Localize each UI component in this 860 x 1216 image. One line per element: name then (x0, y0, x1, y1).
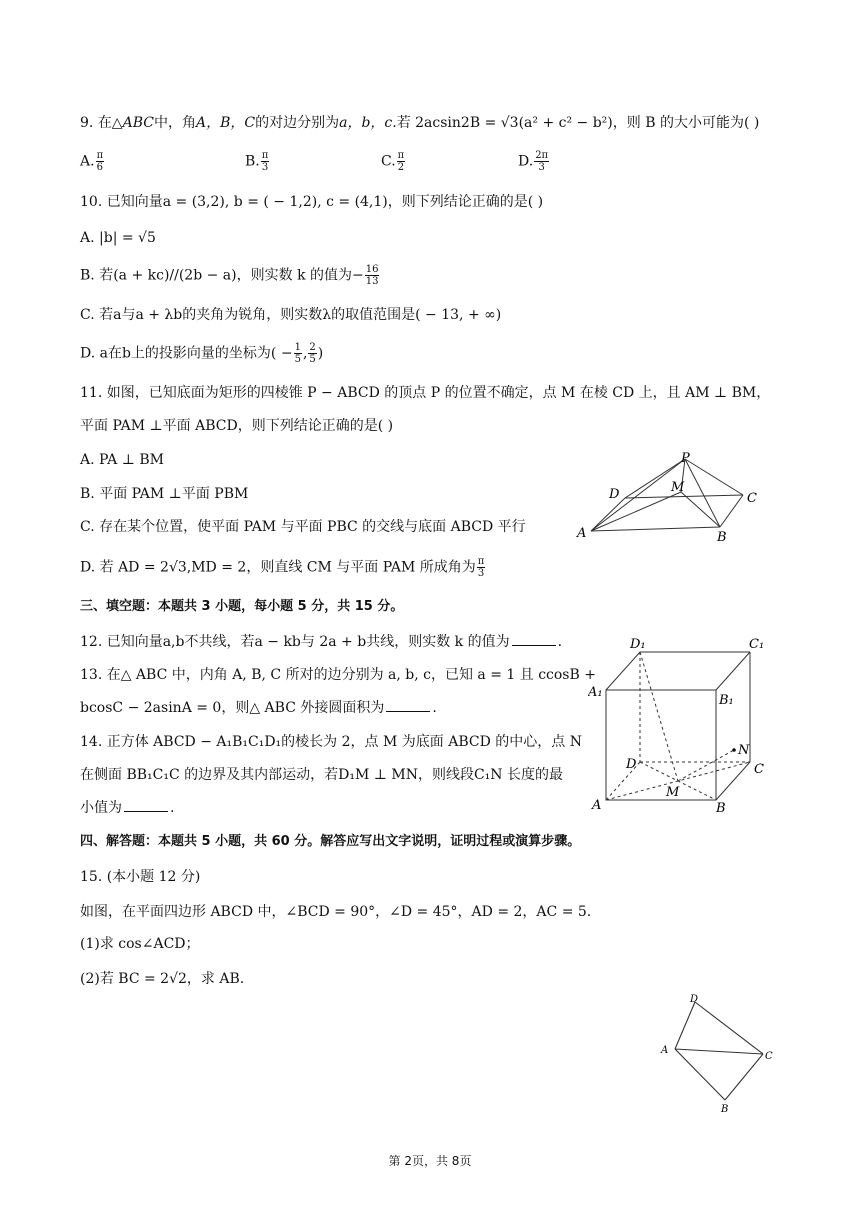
denominator: 5 (294, 354, 301, 365)
q10-option-a: A. |b| = √5 (80, 230, 156, 246)
q11-option-a: A. PA ⊥ BM (80, 452, 164, 468)
q11-option-d (80, 556, 486, 579)
fraction (365, 264, 380, 287)
fraction (308, 342, 316, 365)
q15-title: 15. (本小题 12 分) (80, 869, 201, 885)
label-b: B (721, 1104, 729, 1115)
q14-stem-line2: 在侧面 BB₁C₁C 的边界及其内部运动，若D₁M ⊥ MN，则线段C₁N 长度的最 (80, 767, 563, 783)
fraction (477, 556, 486, 579)
option-label: A. (80, 153, 95, 170)
q14-stem-line1: 14. 正方体 ABCD − A₁B₁C₁D₁的棱长为 2，点 M 为底面 ABCD 的中心，点 N (80, 734, 582, 750)
q10-option-d (80, 342, 323, 365)
q9-sides: a，b，c. (339, 115, 397, 131)
q10-option-c: C. 若a与a + λb的夹角为锐角，则实数λ的取值范围是( − 13, + ∞) (80, 307, 502, 323)
numerator: π (261, 150, 269, 161)
label-b1: B₁ (719, 693, 734, 708)
label-d1: D₁ (630, 637, 646, 652)
edge-bc (720, 495, 743, 527)
q9-triangle: ABC (122, 115, 154, 131)
side-ad (675, 1002, 695, 1049)
period: . (170, 800, 175, 816)
cube-figure (588, 632, 778, 817)
diagonal-ac (675, 1049, 763, 1054)
label-p: P (681, 451, 690, 466)
label-m: M (666, 785, 680, 800)
numerator: 2π (535, 150, 549, 161)
q13-stem-line1: 13. 在△ ABC 中，内角 A, B, C 所对的边分别为 a, b, c，已知 a = 1 且 ccosB + (80, 667, 596, 683)
edge-ad (591, 498, 625, 531)
numerator: 2 (309, 342, 316, 353)
edge-bc (716, 762, 750, 800)
q11-option-c: C. 存在某个位置，使平面 PAM 与平面 PBC 的交线与底面 ABCD 平行 (80, 519, 526, 535)
fraction (261, 150, 270, 173)
q15-stem: 如图，在平面四边形 ABCD 中，∠BCD = 90°，∠D = 45°，AD = 2，AC = 5. (80, 904, 592, 920)
numerator: π (477, 556, 485, 567)
answer-blank (512, 645, 556, 646)
q13-stem-line2 (80, 698, 437, 718)
label-d: D (626, 757, 637, 772)
label-c: C (754, 762, 764, 777)
label-a: A (592, 798, 602, 813)
q13-text: bcosC − 2asinA = 0，则△ ABC 外接圆面积为 (80, 700, 385, 716)
q10-option-b (80, 264, 380, 287)
side-dc (695, 1002, 763, 1054)
denominator: 13 (365, 276, 379, 287)
segment-bm (681, 492, 720, 527)
label-a: A (661, 1045, 669, 1056)
fraction (96, 150, 105, 173)
side-bc (725, 1054, 763, 1100)
option-label: D. (518, 153, 534, 170)
q9-text-b: 中，角 (153, 115, 196, 131)
q9-stem (80, 113, 759, 133)
q9-angles: A，B，C (195, 115, 256, 131)
cube-front-face (606, 690, 716, 800)
q9-option-b (245, 150, 270, 173)
q9-text-c: 的对边分别为 (255, 115, 340, 131)
label-a: A (577, 526, 587, 541)
q11-option-b: B. 平面 PAM ⊥平面 PBM (80, 486, 249, 502)
label-n: N (738, 743, 750, 758)
denominator: 3 (538, 162, 545, 173)
pyramid-figure (575, 447, 775, 547)
segment-mn-hidden (678, 750, 734, 781)
label-b: B (717, 530, 727, 545)
edge-dc (625, 495, 743, 498)
numerator: 1 (294, 342, 301, 353)
q12-stem (80, 632, 562, 652)
edge-a1d1 (606, 652, 640, 690)
q15-part2: (2)若 BC = 2√2，求 AB. (80, 971, 245, 987)
q14-stem-line3 (80, 798, 174, 818)
q9-text-a: 在△ (97, 115, 123, 131)
option-text: B. 若(a + kc)//(2b − a)，则实数 k 的值为− (80, 267, 364, 284)
q9-option-d (518, 150, 550, 173)
label-d: D (609, 487, 620, 502)
period: . (432, 700, 437, 716)
numerator: 16 (365, 264, 379, 275)
q14-text: 小值为 (80, 800, 122, 816)
edge-b1c1 (716, 652, 750, 690)
period: . (557, 634, 563, 650)
denominator: 6 (96, 162, 104, 173)
label-c: C (747, 491, 757, 506)
denominator: 3 (477, 568, 485, 579)
q9-option-a (80, 150, 105, 173)
side-ab (675, 1049, 725, 1100)
q11-stem-line2: 平面 PAM ⊥平面 ABCD，则下列结论正确的是( ) (80, 418, 394, 434)
label-c1: C₁ (749, 637, 765, 652)
answer-blank (124, 811, 168, 812)
numerator: π (397, 150, 405, 161)
q9-text-d: 若 2acsin2B = √3(a² + c² − b²)，则 B 的大小可能为( ) (396, 115, 760, 131)
answer-blank (386, 711, 430, 712)
comma: , (302, 345, 308, 362)
quadrilateral-figure (655, 990, 785, 1115)
option-text: D. a在b上的投影向量的坐标为( − (80, 345, 293, 362)
fraction (534, 150, 549, 173)
label-d: D (690, 994, 699, 1005)
label-c: C (765, 1051, 773, 1062)
label-a1: A₁ (588, 685, 603, 700)
q9-option-c (381, 150, 406, 173)
edge-pb (685, 459, 720, 527)
q12-text: 12. 已知向量a,b不共线，若a − kb与 2a + b共线，则实数 k 的值为 (80, 634, 510, 650)
option-text: D. 若 AD = 2√3,MD = 2，则直线 CM 与平面 PAM 所成角为 (80, 559, 476, 576)
fraction (397, 150, 406, 173)
section-fill-in-header: 三、填空题：本题共 3 小题，每小题 5 分，共 15 分。 (80, 599, 404, 614)
denominator: 2 (397, 162, 405, 173)
numerator: π (96, 150, 104, 161)
option-label: B. (245, 153, 260, 170)
q10-stem: 10. 已知向量a = (3,2), b = ( − 1,2), c = (4,1)，则下列结论正确的是( ) (80, 194, 544, 210)
q9-number: 9. (80, 115, 94, 131)
option-label: C. (381, 153, 396, 170)
label-m: M (671, 480, 685, 495)
page-footer: 第 2页，共 8页 (388, 1154, 472, 1168)
denominator: 3 (261, 162, 269, 173)
section-answer-header: 四、解答题：本题共 5 小题，共 60 分。解答应写出文字说明，证明过程或演算步骤。 (80, 834, 581, 849)
q11-stem-line1: 11. 如图，已知底面为矩形的四棱锥 P − ABCD 的顶点 P 的位置不确定，点 M 在棱 CD 上，且 AM ⊥ BM， (80, 385, 771, 401)
q15-part1: (1)求 cos∠ACD； (80, 936, 200, 952)
point-n (732, 748, 736, 752)
fraction (294, 342, 302, 365)
edge-pc (685, 459, 743, 495)
denominator: 5 (309, 354, 316, 365)
label-b: B (716, 801, 726, 816)
edge-pa (591, 459, 685, 531)
paren: ) (317, 345, 324, 362)
edge-ab (591, 527, 720, 531)
